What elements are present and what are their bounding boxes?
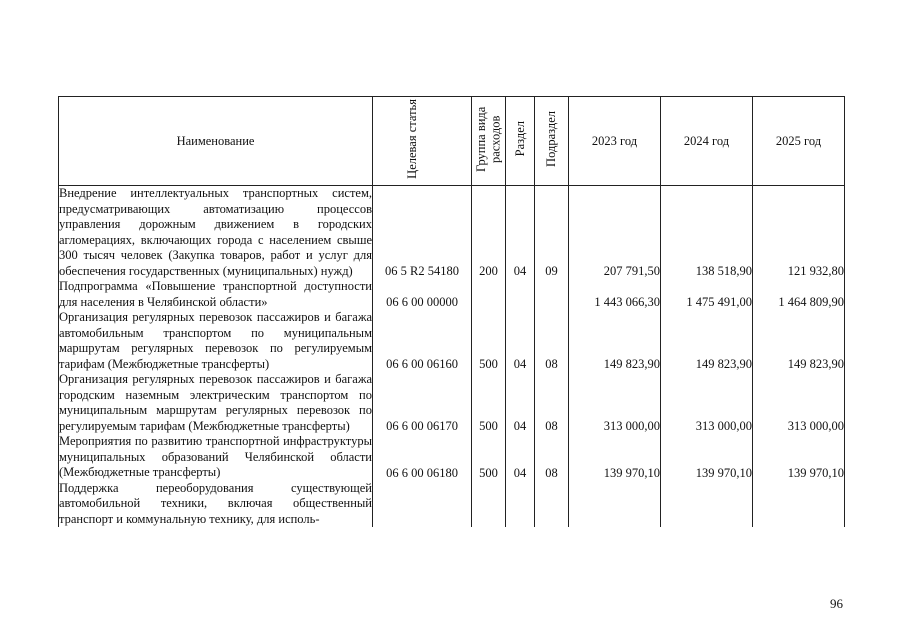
row-code: 06 6 00 06170 [373, 372, 472, 434]
budget-table [58, 96, 845, 527]
header-2025: 2025 год [753, 97, 845, 186]
row-section: 04 [506, 372, 535, 434]
header-code: Целевая статья [373, 97, 472, 186]
header-section: Раздел [506, 97, 535, 186]
row-subsection: 08 [535, 372, 569, 434]
row-section: 04 [506, 186, 535, 280]
table-row [59, 481, 845, 528]
table-row [59, 279, 845, 310]
row-2023: 139 970,10 [569, 434, 661, 481]
table-row [59, 434, 845, 481]
row-2023: 1 443 066,30 [569, 279, 661, 310]
row-name: Поддержка переоборудования существующей автомобильной техники, включая общественный транспорт и коммунальную технику, для исполь- [59, 480, 372, 526]
row-group [472, 481, 506, 528]
row-subsection [535, 481, 569, 528]
row-2023: 149 823,90 [569, 310, 661, 372]
table-row [59, 310, 845, 372]
row-2024: 313 000,00 [661, 372, 753, 434]
header-group: Группа вида расходов [472, 97, 506, 186]
row-group: 500 [472, 310, 506, 372]
row-group: 500 [472, 434, 506, 481]
row-2024 [661, 481, 753, 528]
row-subsection: 08 [535, 434, 569, 481]
row-name: Мероприятия по развитию транспортной инфраструктуры муниципальных образований Челябинской области (Межбюджетные трансферты) [59, 434, 372, 479]
header-subsection: Подраздел [535, 97, 569, 186]
table-row [59, 186, 845, 280]
row-name: Подпрограмма «Повышение транспортной доступности для населения в Челябинской области» [59, 279, 372, 309]
row-group: 200 [472, 186, 506, 280]
row-2024: 139 970,10 [661, 434, 753, 481]
table-row [59, 372, 845, 434]
row-code: 06 5 R2 54180 [373, 186, 472, 280]
row-subsection [535, 279, 569, 310]
row-2023: 313 000,00 [569, 372, 661, 434]
row-code: 06 6 00 00000 [373, 279, 472, 310]
row-code: 06 6 00 06160 [373, 310, 472, 372]
row-2025: 1 464 809,90 [753, 279, 845, 310]
row-subsection: 09 [535, 186, 569, 280]
row-section [506, 481, 535, 528]
row-group: 500 [472, 372, 506, 434]
row-2023: 207 791,50 [569, 186, 661, 280]
header-2024: 2024 год [661, 97, 753, 186]
row-2025: 139 970,10 [753, 434, 845, 481]
row-2025: 149 823,90 [753, 310, 845, 372]
row-subsection: 08 [535, 310, 569, 372]
row-section: 04 [506, 310, 535, 372]
page-number: 96 [830, 596, 843, 611]
header-2023: 2023 год [569, 97, 661, 186]
row-2024: 149 823,90 [661, 310, 753, 372]
row-name: Организация регулярных перевозок пассажиров и багажа автомобильным транспортом по муниципальным маршрутам регулярных перевозок по регулируемым тарифам (Межбюджетные трансферты) [59, 310, 372, 371]
row-code [373, 481, 472, 528]
row-2025: 121 932,80 [753, 186, 845, 280]
row-name: Внедрение интеллектуальных транспортных систем, предусматривающих автоматизацию процессов управления дорожным движением в городских агломерациях, включающих города с населением свыше 300 тысяч человек (Закупка товаров, работ и услуг для обеспечения государственных (муниципальных) нужд) [59, 186, 372, 278]
row-2025 [753, 481, 845, 528]
row-section [506, 279, 535, 310]
header-row [59, 97, 845, 186]
row-2024: 138 518,90 [661, 186, 753, 280]
row-2024: 1 475 491,00 [661, 279, 753, 310]
row-group [472, 279, 506, 310]
header-name: Наименование [59, 97, 373, 186]
row-section: 04 [506, 434, 535, 481]
row-2023 [569, 481, 661, 528]
row-name: Организация регулярных перевозок пассажиров и багажа городским наземным электрическим транспортом по муниципальным маршрутам регулярных перевозок по регулируемым тарифам (Межбюджетные трансферты) [59, 372, 372, 433]
row-2025: 313 000,00 [753, 372, 845, 434]
row-code: 06 6 00 06180 [373, 434, 472, 481]
